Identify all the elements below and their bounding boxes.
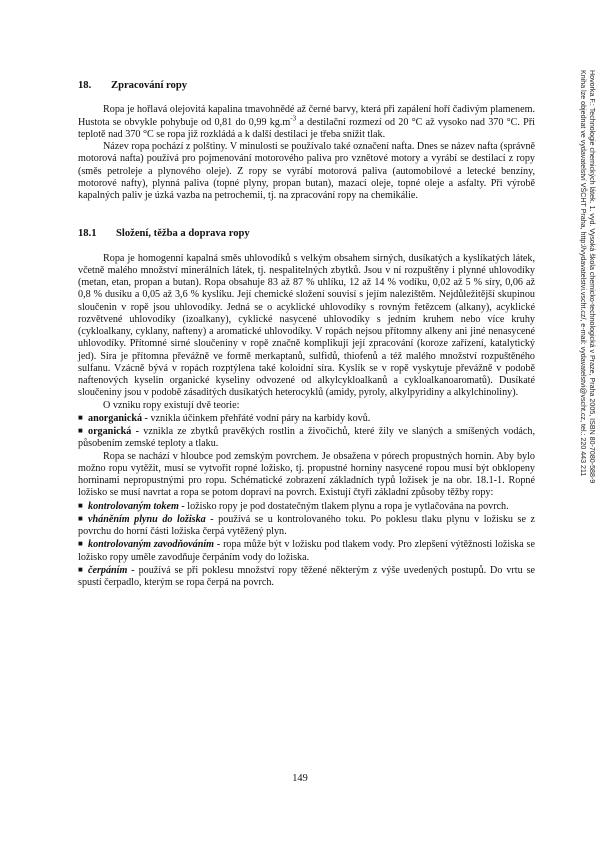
paragraph-text: a destilační rozmezí od 20 °C až vysoko nad 370 °C. Při teplotě nad 370 °C se ropa již rozkládá a k další destilaci je třeba snížit tlak. <box>78 116 535 140</box>
paragraph-text: Ropa je hořlavá olejovitá kapalina tmavohnědé až černé barvy, která při zapálení hoří čadivým plamenem. Hustota se obvykle pohybuje od 0,81 do 0,99 kg.m <box>78 104 535 128</box>
bullet-icon: ■ <box>78 500 83 510</box>
paragraph: Ropa je homogenní kapalná směs uhlovodíků s velkým obsahem sirných, dusíkatých a kyslíkatých látek, včetně malého množství minerálních látek, tj. nespalitelných zbytků. Jsou v ní rozpuštěny i plynné uhlovodíky (metan, etan, propan a butan). Ropa obsahuje 83 až 87 % uhlíku, 12 až 14 % vodíku, 0,02 až 5 % síry, 0,06 až 0,8 % dusíku a 0,05 až 3,6 % kyslíku. Její chemické složení souvisí s jejím nalezištěm. Nejdůležitější skupinou sloučenin v ropě jsou uhlovodíky. Jedná se o acyklické uhlovodíky s rovným řetězcem (alkany), acyklické rozvětvené uhlovodíky (izoalkany), cyklické nasycené uhlovodíky s jedním kruhem nebo více kruhy (cykloalkany, cyklany, nafteny) a aromatické uhlovodíky. V ropách nejsou přítomny alkeny ani jiné nenasycené uhlovodíky. Přítomné sirné sloučeniny v ropě značně komplikují její zpracování (koroze zařízení, katalytický jed). Síra je přítomna převážně ve formě merkaptanů, sulfidů, thiofenů a též malého množství rozpuštěného sulfanu. Vzácně bývá v ropách rozptýlena také koloidní síra. Kyslík se v ropě vyskytuje převážně v podobě naftenových kyselin organické kyseliny odvozené od alkylcykloalkanů a cykloalkanoaromatů). Dusíkaté sloučeniny jsou v podobě zásaditých dusíkatých heterocyklů (amidy, pyroly, alkylpyridiny a alkylchinoliny). <box>78 252 535 399</box>
bullet-icon: ■ <box>78 426 83 435</box>
list-text: používá se při poklesu množství ropy těžené některým z výše uvedených postupů. Do vrtu se spustí čerpadlo, kterým se ropa čerpá na povrch. <box>78 564 536 588</box>
subsection-title: Složení, těžba a doprava ropy <box>116 228 250 240</box>
list-text: používá se u kontrolovaného toku. Po poklesu tlaku plynu v ložisku se z povrchu do horní části ložiska čerpá vytěžený plyn. <box>78 513 535 537</box>
section-heading <box>78 80 535 92</box>
bullet-icon: ■ <box>78 564 83 574</box>
subsection-heading <box>78 228 535 240</box>
list-text: ložisko ropy je pod dostatečným tlakem plynu a ropa je vytlačována na povrch. <box>184 500 509 512</box>
list-term: organická - <box>88 426 139 437</box>
side-citation <box>578 70 598 610</box>
page-number: 149 <box>292 773 308 784</box>
section-number: 18. <box>78 80 92 91</box>
list-term: vháněním plynu do ložiska - <box>88 513 214 525</box>
list-term: čerpáním - <box>88 564 135 576</box>
paragraph <box>78 104 535 141</box>
list-text: ropa může být v ložisku pod tlakem vody. Pro zlepšení výtěžnosti ložiska se ložisko ropy uměle zavodňuje čerpáním vody do ložiska. <box>78 539 535 563</box>
side-citation-text <box>578 70 596 483</box>
list-item <box>78 564 535 590</box>
section-title: Zpracování ropy <box>111 80 188 91</box>
subsection-number: 18.1 <box>78 228 97 240</box>
list-item <box>78 425 535 451</box>
paragraph: Název ropa pochází z polštiny. V minulosti se používalo také označení nafta. Dnes se název nafta (správně motorová nafta) používá pro pojmenování motorového paliva pro vznětové motory a vyrábí se destilací z ropy (směs petroleje a plynového oleje). Z ropy se vyrábí motorová paliva (automobilové a letecké benzíny, motorové nafty), plynná paliva (topné plyny, propan butan), mazací oleje, topné oleje a asfalty. Při výrobě kapalných paliv je úzká vazba na petrochemii, tj. na zpracování ropy na chemikálie. <box>78 141 535 201</box>
list-term: anorganická - <box>88 412 148 424</box>
paragraph: Ropa se nachází v hloubce pod zemským povrchem. Je obsažena v pórech propustných hornin. Aby bylo možno ropu vytěžit, musí se vytvořit ropné ložisko, tj. propustné horniny nasycené ropou musí být obklopeny horninami nepropustnými pro ropu. Schématické zobrazení základních typů ložisek je na obr. 18.1-1. Ropné ložisko se musí navrtat a ropa se potom dopraví na povrch. Existují čtyři základní způsoby těžby ropy: <box>78 450 535 499</box>
bullet-icon: ■ <box>78 412 83 422</box>
list-item <box>78 412 535 425</box>
theories-list <box>78 412 535 451</box>
list-item <box>78 513 535 539</box>
methods-list <box>78 500 535 590</box>
side-citation-line: Kniha lze objednat ve vydavatelství VŠCHT Praha, http://vydavatelstvi.vscht.cz/, e-mail: vydavatelstvi@vscht.cz, tel.: 220 443 211 <box>579 70 587 477</box>
list-text: vznikla účinkem přehřáté vodní páry na karbidy kovů. <box>147 412 371 424</box>
side-citation-line: Hovorka F.: Technologie chemických látek. 1. vyd. Vysoká škola chemicko-technologická v Praze, Praha 2005, ISBN 80-7080-588-9 <box>588 70 596 484</box>
list-term: kontrolovaným zavodňováním - <box>88 539 221 551</box>
list-item <box>78 500 535 513</box>
page-content <box>78 80 535 589</box>
bullet-icon: ■ <box>78 513 83 523</box>
bullet-icon: ■ <box>78 539 83 549</box>
list-text: vznikla ze zbytků pravěkých rostlin a živočichů, které žily ve slaných a smíšených vodách, působením zemské teploty a tlaku. <box>78 426 535 450</box>
paragraph: O vzniku ropy existují dvě teorie: <box>103 399 240 411</box>
list-term: kontrolovaným tokem - <box>88 500 185 512</box>
list-item <box>78 538 535 564</box>
superscript: -3 <box>290 114 297 123</box>
